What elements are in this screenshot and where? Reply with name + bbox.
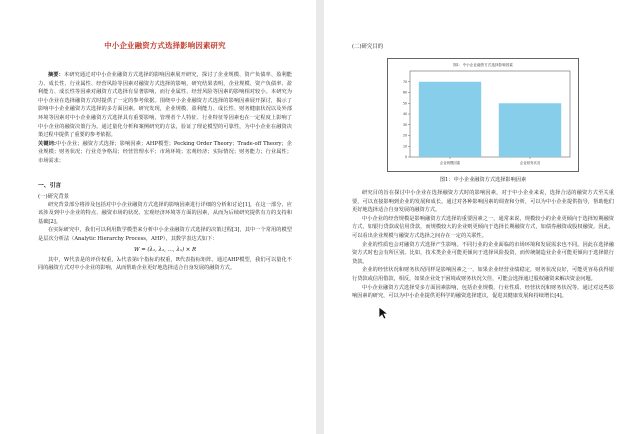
bar bbox=[499, 103, 561, 157]
paragraph: 企业的性质也会对融资方式选择产生影响。不同行业的企业面临的市场环境和发展需求也不同。因此在选择融资方式时也会有所区别。比如，技术类企业可能更倾向于选择风险投资，而传统制造业企业可能更倾向于选择银行贷款。 bbox=[352, 241, 614, 265]
y-tick-label: 40 bbox=[402, 112, 407, 117]
document-page-left bbox=[0, 0, 316, 434]
figure-caption: 图1：中小企业融资方式选择影响因素 bbox=[439, 177, 527, 183]
subsection-heading-purpose: (二)研究目的 bbox=[352, 44, 384, 50]
y-tick-label: 60 bbox=[402, 90, 407, 95]
x-tick-label: 企业财务状况 bbox=[519, 161, 541, 165]
y-tick-label: 20 bbox=[402, 133, 407, 138]
mouse-cursor-icon bbox=[378, 306, 388, 320]
paragraph: 其中，W代表是的评价权重，λᵢ代表第i个指标的权重，R代表指标矩阵。通过AHP模型，我们可以量化不同的融资方式对中小企业的影响，从而帮助企业更好地选择适合自身发展的融资方式。 bbox=[38, 256, 292, 272]
keywords-text: 中小企业；融资方式选择；影响因素；AHP模型；Pecking Order Theory；Trade-off Theory；企业规模；财务状况；行业竞争格局；经营管理水平；市场环境；宏观经济；实际情况；财务能力；行业属性；市场需求； bbox=[38, 140, 292, 164]
paragraph: 中小企业融资方式选择受多方面因素影响，包括企业规模、行业性质、经营状况和财务状况等。通过对这些影响因素的研究，可以为中小企业提供更科学的融资选择建议，促进其健康发展和持续增长[4]。 bbox=[352, 284, 614, 300]
paragraph: 在实际研究中，我们可以利用数学模型来分析中小企业融资方式选择的决策过程[3]，其中一个常用的模型是层次分析法（Analytic Hierarchy Process，AHP），其数学表达式如下： bbox=[38, 227, 292, 242]
abstract bbox=[38, 71, 292, 140]
y-tick-label: 30 bbox=[402, 122, 407, 127]
formula: W = (λ₁, λ₂, …, λₙ) × R bbox=[133, 246, 197, 253]
paragraph: 企业的经营状况和财务状况同样是影响因素之一，如果企业经营业绩稳定，财务状况良好，可能更容易获得银行贷款或信用借款，相反，如果企业处于困境或财务状况欠佳，可能会选择通过股权融资来解决资金问题。 bbox=[352, 267, 614, 282]
keywords-label: 关键词: bbox=[38, 140, 56, 147]
figure bbox=[352, 58, 614, 172]
bar-chart bbox=[388, 59, 578, 171]
y-tick-label: 10 bbox=[402, 144, 407, 149]
paper-title: 中小企业融资方式选择影响因素研究 bbox=[104, 41, 226, 50]
bar bbox=[419, 82, 481, 157]
chart-title: 图1：中小企业融资方式选择影响因素 bbox=[453, 63, 513, 67]
y-tick-label: 0 bbox=[404, 155, 407, 160]
chart-frame bbox=[387, 58, 579, 172]
y-tick-label: 70 bbox=[402, 79, 407, 84]
x-tick-label: 企业规模因素 bbox=[439, 161, 461, 165]
y-tick-label: 50 bbox=[402, 101, 407, 106]
subsection-heading-background: (一)研究背景 bbox=[38, 193, 70, 200]
paragraph: 研究目的旨在探讨中小企业在选择融资方式时的影响因素，对于中小企业来说，选择合适的融资方式至关重要，可以直接影响到企业的发展和成长。通过对各种影响因素的调查和分析，可以为中小企业提供指导，帮助他们更好地选择适合自身发展的融资方式。 bbox=[352, 190, 614, 214]
document-page-right bbox=[324, 0, 640, 434]
keywords bbox=[38, 140, 292, 166]
abstract-label: 摘要： bbox=[48, 72, 64, 78]
paragraph: 研究背景部分将涉及包括对中小企业融资方式选择的影响因素进行详细的分析和讨论[1]，在这一部分，应该涉及到中小企业的特点、融资市场的状况、宏观经济环境等方面的因素，从而为后续研究提供有力的支持和基础[2]。 bbox=[38, 201, 292, 225]
abstract-text: 本研究通过对中小企业融资方式选择的影响因素展开研究，探讨了企业规模、资产负债率、盈利能力、成长性、行业属性、经营风险等因素对融资方式选择的影响，研究结果表明，企业规模、资产负债率、盈利能力、成长性等因素对融资方式选择有显著影响，而行业属性、经营风险等因素的影响相对较小。本研究为中小企业在选择融资方式时提供了一定的参考依据。围绕中小企业融资方式选择的影响因素展开探讨，揭示了影响中小企业融资方式选择的多方面因素。研究发现，企业规模、盈利能力、成长性、财务健康状况以及外部环境等因素对中小企业融资方式选择具有重要影响，管理者个人特征、行业特征等因素也在一定程度上影响了中小企业的融资决策行为。通过量化分析和案例研究的方法，验证了理论模型的可靠性，为中小企业在融资决策过程中提供了重要的参考依据。 bbox=[38, 72, 292, 139]
paragraph: 中小企业的经营规模是影响融资方式选择的重要因素之一，通常来说，规模较小的企业更倾向于选择短期融资方式，如银行贷款或信用贷款，而规模较大的企业则更倾向于选择长期融资方式，如债券融资或股权融资。因此，可以看出企业规模与融资方式选择之间存在一定的关联性。 bbox=[352, 215, 614, 239]
section-heading-intro: 一、引言 bbox=[38, 182, 62, 189]
